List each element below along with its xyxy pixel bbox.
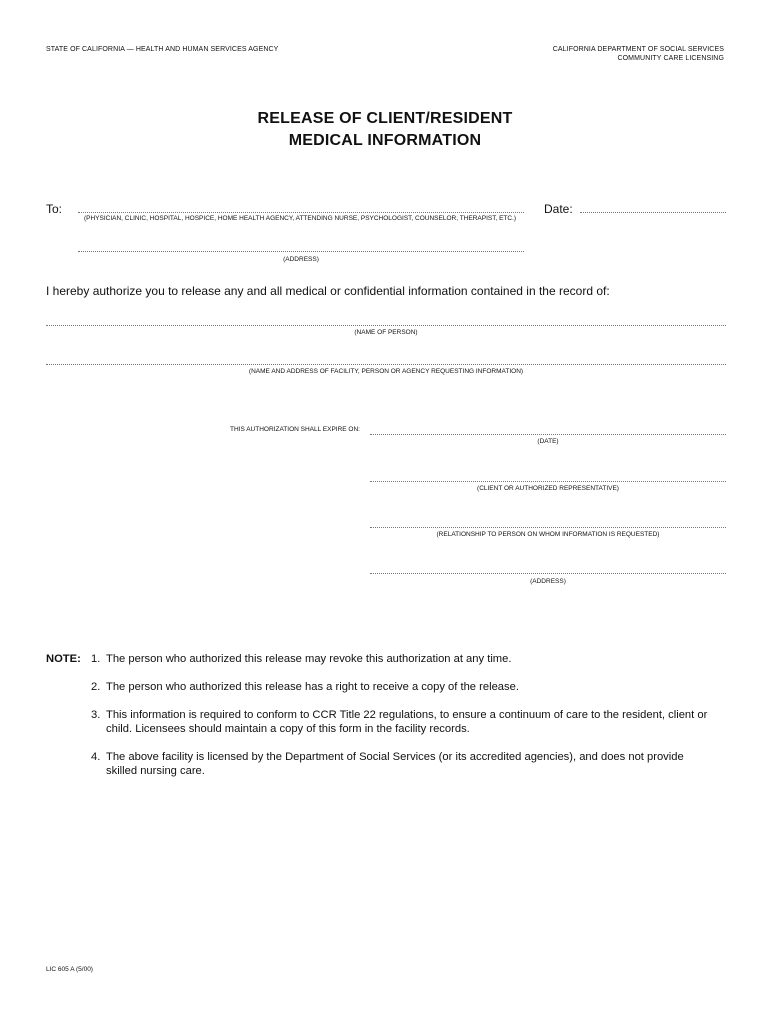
expire-label: THIS AUTHORIZATION SHALL EXPIRE ON:	[229, 426, 360, 433]
representative-address-caption: (ADDRESS)	[530, 578, 566, 585]
note-3-number: 3.	[91, 709, 101, 721]
note-1-number: 1.	[91, 653, 101, 665]
authorization-statement: I hereby authorize you to release any and all medical or confidential information contained in the record of:	[46, 284, 610, 298]
facility-field-line[interactable]	[46, 364, 726, 365]
address-caption: (ADDRESS)	[283, 256, 319, 263]
note-label: NOTE:	[46, 653, 81, 665]
note-4-text-line1: The above facility is licensed by the Department of Social Services (or its accredited agencies), and does not provide	[106, 751, 684, 763]
note-1-text: The person who authorized this release may revoke this authorization at any time.	[106, 653, 512, 665]
expire-date-caption: (DATE)	[537, 438, 559, 445]
note-3-text-line1: This information is required to conform to CCR Title 22 regulations, to ensure a continuum of care to the resident, client or	[106, 709, 708, 721]
header-agency: STATE OF CALIFORNIA — HEALTH AND HUMAN SERVICES AGENCY	[46, 46, 279, 53]
client-signature-field-line[interactable]	[370, 481, 726, 482]
expire-date-field-line[interactable]	[370, 434, 726, 435]
date-field-line[interactable]	[580, 212, 726, 213]
header-licensing: COMMUNITY CARE LICENSING	[617, 55, 724, 62]
note-2-number: 2.	[91, 681, 101, 693]
form-id: LIC 605 A (5/00)	[46, 966, 93, 973]
note-4-number: 4.	[91, 751, 101, 763]
to-field-line[interactable]	[78, 212, 524, 213]
to-caption: (PHYSICIAN, CLINIC, HOSPITAL, HOSPICE, HOME HEALTH AGENCY, ATTENDING NURSE, PSYCHOLOGIST, COUNSELOR, THERAPIST, ETC.)	[83, 215, 517, 222]
date-label: Date:	[544, 202, 573, 216]
facility-caption: (NAME AND ADDRESS OF FACILITY, PERSON OR AGENCY REQUESTING INFORMATION)	[248, 368, 524, 375]
note-2-text: The person who authorized this release has a right to receive a copy of the release.	[106, 681, 519, 693]
relationship-caption: (RELATIONSHIP TO PERSON ON WHOM INFORMATION IS REQUESTED)	[436, 531, 660, 538]
to-label: To:	[46, 202, 63, 216]
address-field-line[interactable]	[78, 251, 524, 252]
person-name-caption: (NAME OF PERSON)	[354, 329, 418, 336]
representative-address-field-line[interactable]	[370, 573, 726, 574]
client-caption: (CLIENT OR AUTHORIZED REPRESENTATIVE)	[477, 485, 619, 492]
form-title-line1: RELEASE OF CLIENT/RESIDENT	[257, 110, 513, 127]
person-name-field-line[interactable]	[46, 325, 726, 326]
note-4-text-line2: skilled nursing care.	[106, 765, 205, 777]
header-department: CALIFORNIA DEPARTMENT OF SOCIAL SERVICES	[552, 46, 724, 53]
note-3-text-line2: child. Licensees should maintain a copy of this form in the facility records.	[106, 723, 470, 735]
relationship-field-line[interactable]	[370, 527, 726, 528]
form-title-line2: MEDICAL INFORMATION	[288, 132, 482, 149]
